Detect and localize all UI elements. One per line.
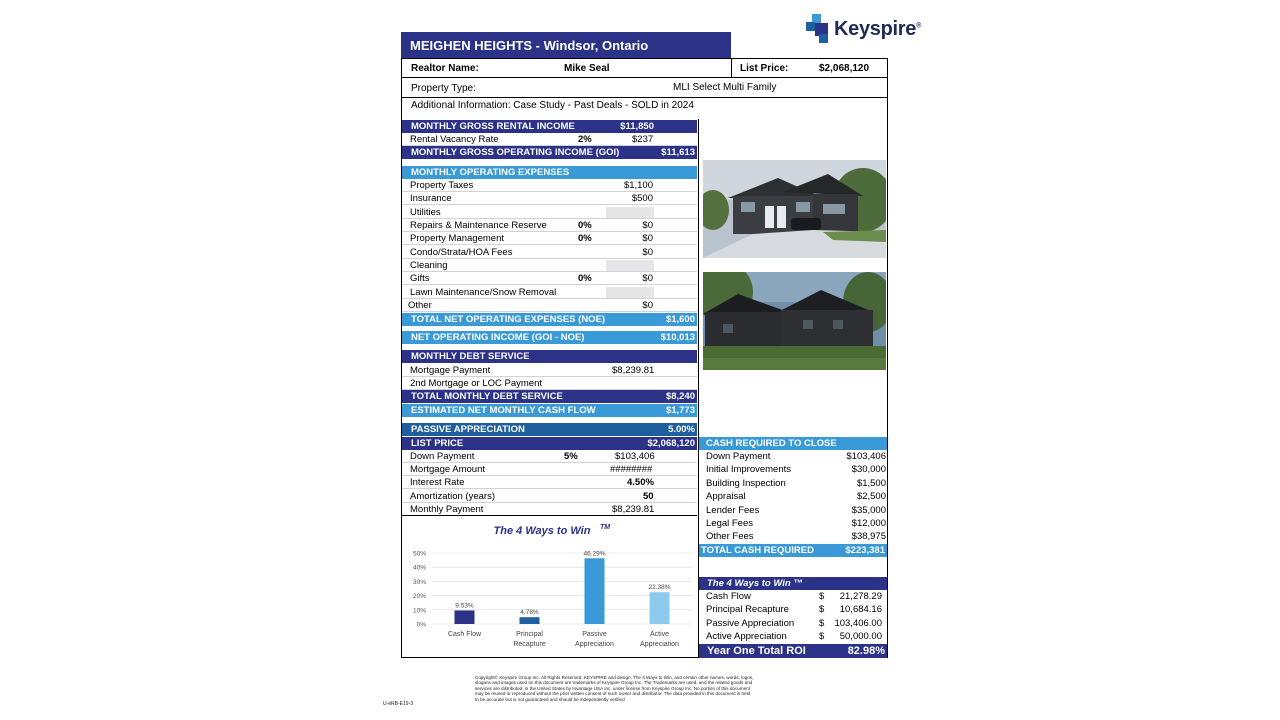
- expense-label: Property Taxes: [410, 180, 474, 191]
- property-photo-front: [703, 160, 886, 258]
- cash-close-row: [699, 450, 887, 463]
- expense-row: [402, 259, 697, 272]
- y-tick-label: 0%: [416, 621, 426, 629]
- keyspire-logo-icon: [806, 14, 832, 44]
- four-ways-label: Active Appreciation: [706, 631, 787, 643]
- list-price-label: List Price:: [740, 63, 789, 74]
- four-ways-label: Cash Flow: [706, 591, 751, 602]
- category-label: Appreciation: [640, 641, 679, 648]
- cash-close-label: Appraisal: [706, 491, 746, 503]
- expenses-header: MONTHLY OPERATING EXPENSES: [402, 166, 697, 179]
- four-ways-row: [699, 630, 887, 643]
- cash-close-row: [699, 530, 887, 543]
- chart-title-tm: TM: [600, 524, 611, 531]
- additional-info: Additional Information: Case Study - Past Deals - SOLD in 2024: [411, 100, 694, 111]
- expense-pct: 0%: [578, 220, 592, 232]
- expense-value: $0: [642, 273, 653, 285]
- cash-close-row: [699, 517, 887, 530]
- expense-row: [402, 272, 697, 285]
- roi-bar: [699, 644, 887, 658]
- expense-label: Insurance: [410, 193, 452, 205]
- four-ways-row: [699, 603, 887, 616]
- bar-2: [585, 558, 605, 624]
- expense-value: $500: [631, 193, 653, 205]
- mortgage-amount-row: Mortgage Amount ########: [402, 463, 697, 476]
- second-mortgage-row: 2nd Mortgage or LOC Payment: [402, 377, 697, 390]
- four-ways-value: 50,000.00: [839, 631, 882, 643]
- data-label: 4.78%: [520, 609, 539, 617]
- category-label: Active: [649, 631, 670, 638]
- expense-label: Lawn Maintenance/Snow Removal: [410, 286, 557, 298]
- y-tick-label: 50%: [412, 550, 426, 558]
- expense-label: Repairs & Maintenance Reserve: [410, 220, 547, 232]
- four-ways-row: [699, 617, 887, 630]
- gross-income-bar: MONTHLY GROSS RENTAL INCOME $11,850: [402, 120, 697, 133]
- cash-close-row: [699, 490, 887, 503]
- noe-total-bar: TOTAL NET OPERATING EXPENSES (NOE) $1,600: [402, 313, 697, 326]
- cash-close-value: $2,500: [856, 491, 886, 503]
- property-type-label: Property Type:: [411, 83, 476, 94]
- four-ways-row: [699, 590, 887, 603]
- empty-cell: [606, 260, 654, 271]
- cash-close-label: Initial Improvements: [706, 464, 792, 476]
- y-tick-label: 20%: [412, 593, 426, 601]
- bar-3: [650, 592, 670, 624]
- y-tick-label: 40%: [412, 564, 426, 572]
- data-label: 46.29%: [583, 550, 606, 558]
- brand-name: Keyspire®: [834, 18, 921, 40]
- goi-bar: MONTHLY GROSS OPERATING INCOME (GOI) $11,613: [402, 146, 697, 159]
- copyright-notice: Copyright© Keyspire Group Inc. All Rights Reserved. KEYSPIRE and design, The 4 Ways to Win, and certain other names, words, logos, slogans and images used on this document are trademarks of Keyspire Group Inc. The Trademarks are used, and the related goods and services are distributed, in the United States by Invantage USA Inc. under license from Keyspire Group Inc. No portion of this document may be reused or reproduced without the prior written consent of such owner and distributor. The data provided in this document is held to be accurate but is not guaranteed and should be independently verified: [475, 675, 754, 702]
- cash-close-label: Building Inspection: [706, 477, 786, 489]
- bar-0: [455, 610, 475, 624]
- expense-label: Condo/Strata/HOA Fees: [410, 246, 513, 258]
- list-price-bar: LIST PRICE $2,068,120: [402, 437, 697, 450]
- vacancy-row: Rental Vacancy Rate 2% $237: [402, 133, 697, 146]
- down-payment-row: Down Payment 5% $103,406: [402, 450, 697, 463]
- expense-row: [402, 299, 697, 312]
- expense-label: Property Management: [410, 233, 504, 245]
- debt-header: MONTHLY DEBT SERVICE: [402, 350, 697, 363]
- cash-close-row: [699, 477, 887, 490]
- expense-label: Gifts: [410, 273, 430, 285]
- cash-close-label: Other Fees: [706, 531, 754, 543]
- list-price-value: $2,068,120: [819, 63, 870, 74]
- divider: [731, 58, 732, 78]
- y-tick-label: 10%: [412, 607, 426, 615]
- roi-value: 82.98%: [847, 645, 885, 657]
- expense-row: [402, 286, 697, 299]
- four-ways-value: 103,406.00: [834, 617, 882, 629]
- cash-close-value: $30,000: [851, 464, 886, 476]
- expense-value: $0: [642, 233, 653, 245]
- property-photo-side: [703, 272, 886, 370]
- empty-cell: [606, 287, 654, 298]
- cash-close-value: $35,000: [851, 504, 886, 516]
- document-code: U-eRB-E19-3: [383, 701, 414, 707]
- chart-svg: [402, 518, 697, 656]
- expense-value: $1,100: [623, 180, 653, 191]
- cashflow-bar: ESTIMATED NET MONTHLY CASH FLOW $1,773: [402, 404, 697, 417]
- expense-pct: 0%: [578, 273, 592, 285]
- four-ways-chart: [402, 518, 697, 656]
- cash-close-label: Legal Fees: [706, 518, 754, 529]
- category-label: Passive: [582, 631, 607, 638]
- empty-cell: [606, 207, 654, 218]
- monthly-payment-row: Monthly Payment $8,239.81: [402, 503, 697, 516]
- expense-row: [402, 206, 697, 219]
- category-label: Principal: [516, 631, 543, 638]
- four-ways-label: Passive Appreciation: [706, 617, 795, 629]
- realtor-value: Mike Seal: [564, 63, 610, 74]
- keyspire-logo: [806, 14, 921, 44]
- cash-close-value: $12,000: [851, 518, 886, 529]
- cash-close-value: $1,500: [856, 477, 886, 489]
- expense-label: Utilities: [410, 206, 441, 218]
- data-label: 9.53%: [455, 602, 474, 610]
- data-label: 22.38%: [648, 584, 671, 592]
- four-ways-header: The 4 Ways to Win ™: [699, 577, 887, 590]
- passive-appreciation-bar: PASSIVE APPRECIATION 5.00%: [402, 423, 697, 436]
- bar-1: [520, 617, 540, 624]
- cash-close-label: Down Payment: [706, 451, 771, 462]
- expense-value: $0: [642, 220, 653, 232]
- y-tick-label: 30%: [412, 578, 426, 586]
- noi-bar: NET OPERATING INCOME (GOI - NOE) $10,013: [402, 331, 697, 344]
- property-type-value: MLI Select Multi Family: [673, 82, 777, 93]
- amortization-row: Amortization (years) 50: [402, 490, 697, 503]
- expense-row: [402, 232, 697, 245]
- four-ways-currency: $: [819, 604, 825, 616]
- expense-value: $0: [642, 246, 653, 258]
- four-ways-label: Principal Recapture: [706, 604, 789, 616]
- expense-label: Cleaning: [410, 260, 448, 272]
- total-cash-bar: TOTAL CASH REQUIRED $223,381: [701, 545, 885, 556]
- cash-close-row: [699, 504, 887, 517]
- expense-pct: 0%: [578, 233, 592, 245]
- four-ways-currency: $: [819, 617, 825, 629]
- four-ways-value: 10,684.16: [839, 604, 882, 616]
- category-label: Recapture: [513, 641, 546, 648]
- chart-title: The 4 Ways to Win: [493, 525, 591, 537]
- mortgage-payment-row: Mortgage Payment $8,239.81: [402, 364, 697, 377]
- cash-close-header: CASH REQUIRED TO CLOSE: [699, 437, 887, 450]
- cash-close-label: Lender Fees: [706, 504, 760, 516]
- expense-label: Other: [408, 300, 432, 312]
- expense-row: [402, 179, 697, 192]
- four-ways-currency: $: [819, 631, 825, 643]
- expense-row: [402, 219, 697, 232]
- cash-close-value: $38,975: [851, 531, 886, 543]
- category-label: Appreciation: [575, 641, 614, 648]
- roi-label: Year One Total ROI: [707, 645, 806, 657]
- page-title: MEIGHEN HEIGHTS - Windsor, Ontario: [401, 32, 731, 59]
- interest-rate-row: Interest Rate 4.50%: [402, 476, 697, 489]
- four-ways-value: 21,278.29: [839, 591, 882, 602]
- cash-close-value: $103,406: [846, 451, 886, 462]
- category-label: Cash Flow: [447, 631, 482, 638]
- expense-row: [402, 192, 697, 205]
- debt-total-bar: TOTAL MONTHLY DEBT SERVICE $8,240: [402, 390, 697, 403]
- expense-value: $0: [642, 300, 653, 312]
- four-ways-currency: $: [819, 591, 825, 602]
- realtor-label: Realtor Name:: [411, 63, 479, 74]
- cash-close-row: [699, 463, 887, 476]
- expense-row: [402, 246, 697, 259]
